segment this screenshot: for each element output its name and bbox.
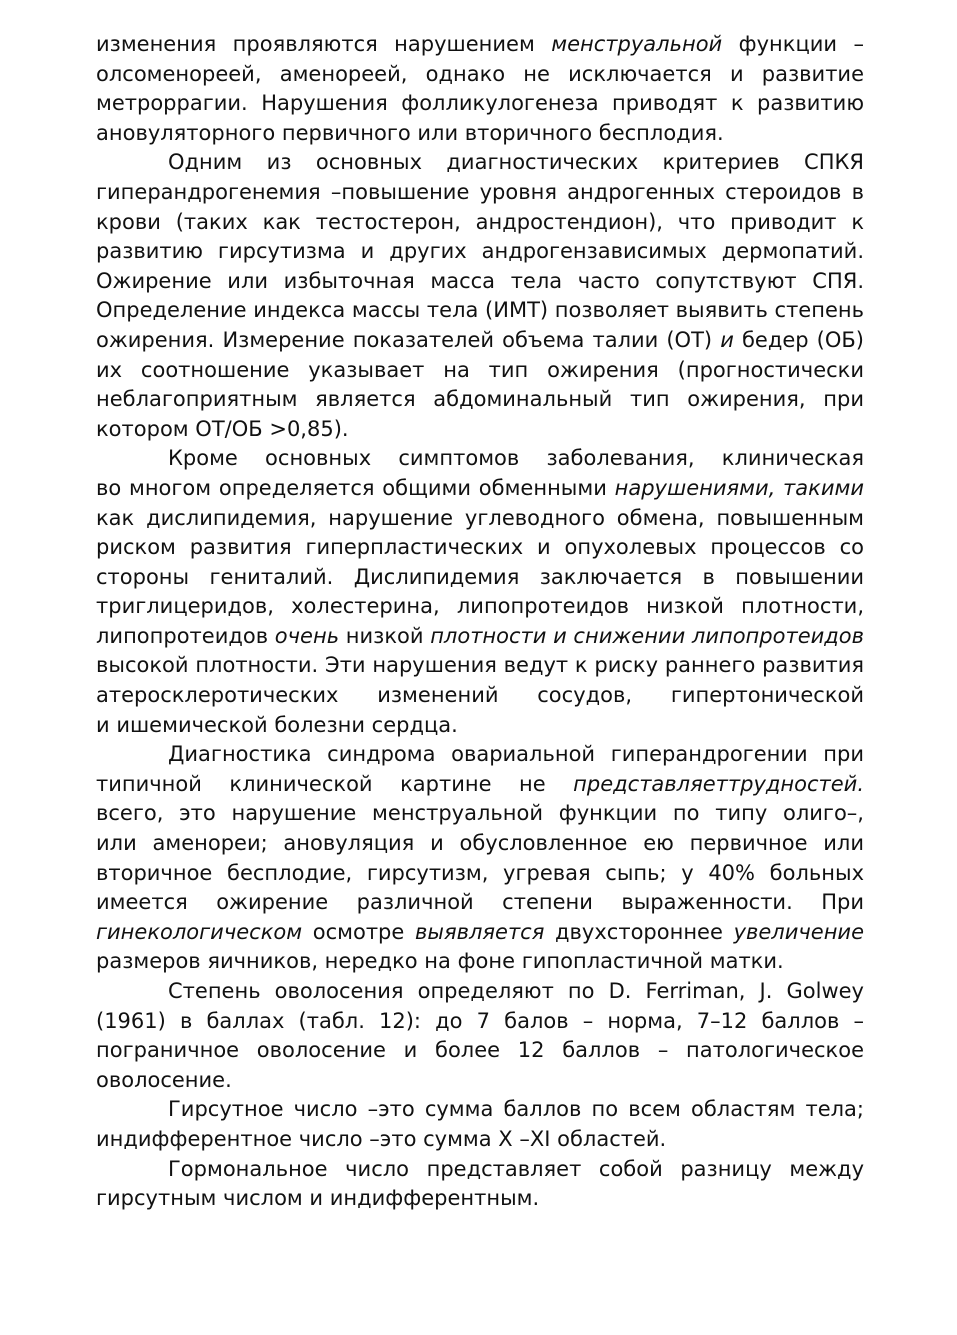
text-segment: ановуляторного первичного или вторичного бесплодия. [96,120,724,145]
text-segment: или аменореи; ановуляция и обусловленное ею первичное или [96,831,864,856]
paragraph [96,1155,864,1214]
text-line [96,385,864,415]
text-line [96,1066,864,1096]
text-segment: котором ОТ/ОБ >0,85). [96,416,349,441]
text-segment: их соотношение указывает на тип ожирения (прогностически [96,357,864,382]
text-line [96,267,864,297]
text-segment: риском развития гиперпластических и опухолевых процессов со [96,535,864,560]
text-segment: липопротеидов [96,623,275,648]
italic-text: плотности и снижении липопротеидов [430,623,864,648]
italic-text: нарушениями, такими [614,475,864,500]
paragraph [96,977,864,1095]
text-line [96,770,864,800]
text-segment: высокой плотности. Эти нарушения ведут к риску раннего развития [96,653,864,678]
text-line [96,1095,864,1125]
text-segment: оволосение. [96,1067,232,1092]
text-segment: во многом определяется общими обменными [96,475,615,500]
text-segment: как дислипидемия, нарушение углеводного обмена, повышенным [96,505,864,530]
text-line [96,444,864,474]
text-segment: бедер (ОБ) [741,327,864,352]
text-segment: Кроме основных симптомов заболевания, клиническая [168,446,864,471]
text-segment: гиперандрогенемия –повышение уровня андрогенных стероидов в [96,179,864,204]
text-segment: Определение индекса массы тела (ИМТ) позволяет выявить степень [96,298,864,323]
text-line [96,1007,864,1037]
italic-text: и [720,327,734,352]
text-line [96,1184,864,1214]
italic-text: увеличение [733,919,864,944]
text-line [96,829,864,859]
text-segment: функции – [722,32,864,56]
italic-text: выявляется [415,919,545,944]
text-line [96,504,864,534]
text-line [96,859,864,889]
text-line [96,326,864,356]
text-line [96,947,864,977]
text-segment: размеров яичников, нередко на фоне гипопластичной матки. [96,949,784,974]
text-segment: атеросклеротических изменений сосудов, гипертонической [96,683,864,708]
text-line [96,888,864,918]
text-segment: пограничное оволосение и более 12 баллов – патологическое [96,1038,864,1063]
text-line [96,119,864,149]
text-segment: крови (таких как тестостерон, андростендион), что приводит к [96,209,864,234]
text-segment: индифферентное число –это сумма X –XI областей. [96,1126,667,1151]
text-segment: метроррагии. Нарушения фолликулогенеза приводят к развитию [96,91,864,116]
text-segment: всего, это нарушение менструальной функции по типу олиго–, [96,801,864,826]
text-segment: вторичное бесплодие, гирсутизм, угревая сыпь; у 40% больных [96,860,864,885]
italic-text: представляеттрудностей. [573,771,864,796]
text-segment: двухстороннее [544,919,734,944]
italic-text: очень [274,623,340,648]
text-segment: Степень оволосения определяют по D. Ferriman, J. Golwey [168,979,864,1003]
text-segment: Диагностика синдрома овариальной гиперандрогении при [168,742,864,767]
paragraph [96,30,864,148]
text-line [96,237,864,267]
text-line [96,799,864,829]
text-segment: ожирения. Измерение показателей объема талии (ОТ) [96,327,721,352]
italic-text: гинекологическом [96,919,303,944]
paragraph [96,740,864,977]
text-line [96,415,864,445]
text-line [96,622,864,652]
text-line [96,651,864,681]
text-line [96,533,864,563]
text-line [96,30,864,60]
text-segment: Гирсутное число –это сумма баллов по всем областям тела; [168,1097,864,1122]
text-line [96,356,864,386]
text-segment: типичной клинической картине не [96,771,574,796]
text-segment: неблагоприятным является абдоминальный тип ожирения, при [96,387,864,412]
text-line [96,148,864,178]
paragraph [96,444,864,740]
text-segment: олсоменореей, аменореей, однако не исключается и развитие [96,61,864,86]
text-line [96,296,864,326]
text-segment: Ожирение или избыточная масса тела часто сопутствуют СПЯ. [96,268,864,293]
text-segment: Гормональное число представляет собой разницу между [168,1156,864,1181]
text-line [96,563,864,593]
text-line [96,60,864,90]
text-segment: развитию гирсутизма и других андрогензависимых дермопатий. [96,239,864,264]
text-segment: и ишемической болезни сердца. [96,712,458,737]
text-line [96,918,864,948]
text-line [96,1125,864,1155]
text-segment: изменения проявляются нарушением [96,32,552,56]
text-line [96,681,864,711]
text-segment: имеется ожирение различной степени выраженности. При [96,890,864,915]
text-segment: стороны гениталий. Дислипидемия заключается в повышении [96,564,864,589]
text-line [96,1155,864,1185]
text-line [96,474,864,504]
text-line [96,977,864,1007]
text-segment: низкой [339,623,431,648]
text-line [96,178,864,208]
document-page [96,30,864,1214]
text-segment: (1961) в баллах (табл. 12): до 7 балов – норма, 7–12 баллов – [96,1008,864,1033]
italic-text: менструальной [551,32,723,56]
text-segment: Одним из основных диагностических критериев СПКЯ [168,150,864,175]
text-line [96,592,864,622]
paragraph [96,148,864,444]
paragraph [96,1095,864,1154]
text-line [96,740,864,770]
text-line [96,89,864,119]
text-line [96,1036,864,1066]
text-segment: гирсутным числом и индифферентным. [96,1186,540,1211]
text-segment: осмотре [302,919,415,944]
text-line [96,711,864,741]
text-segment: триглицеридов, холестерина, липопротеидов низкой плотности, [96,594,864,619]
text-line [96,208,864,238]
